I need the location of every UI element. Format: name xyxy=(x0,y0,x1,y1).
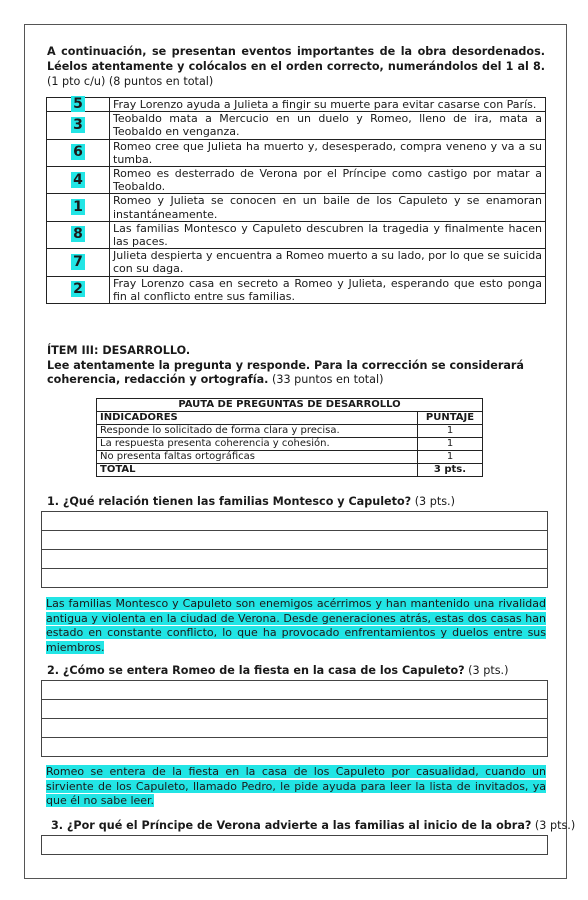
event-text: Romeo y Julieta se conocen en un baile de los Capuleto y se enamoran instantáneamente. xyxy=(110,194,546,221)
question-2 xyxy=(47,664,508,677)
order-cell[interactable] xyxy=(47,276,110,303)
instructions-points: (1 pto c/u) (8 puntos en total) xyxy=(47,75,214,88)
section-instructions-bold: Lee atentamente la pregunta y responde. Para la corrección se considerará coherencia, redacción y ortografía. xyxy=(47,358,524,386)
answer-text: Las familias Montesco y Capuleto son enemigos acérrimos y han mantenido una rivalidad antigua y violenta en la ciudad de Verona. Desde generaciones atrás, estas dos casas han estado en constante conflicto, lo que ha provocado enfrentamientos y duelos entre sus miembros. xyxy=(46,597,546,654)
question-3 xyxy=(51,819,575,832)
question-points: (3 pts.) xyxy=(531,819,576,832)
event-text: Fray Lorenzo casa en secreto a Romeo y Julieta, esperando que esto ponga fin al conflicto entre sus familias. xyxy=(110,276,546,303)
order-number: 5 xyxy=(73,96,83,112)
rubric-points: 1 xyxy=(418,438,483,451)
table-row xyxy=(47,139,546,166)
section-instructions-points: (33 puntos en total) xyxy=(268,373,384,386)
order-cell[interactable] xyxy=(47,98,110,112)
order-number: 4 xyxy=(73,171,83,188)
answer-lines-1[interactable] xyxy=(41,512,548,588)
table-row xyxy=(47,221,546,248)
table-row xyxy=(47,167,546,194)
rubric-points: 1 xyxy=(418,425,483,438)
event-text: Teobaldo mata a Mercucio en un duelo y Romeo, lleno de ira, mata a Teobaldo en venganza. xyxy=(110,112,546,139)
instructions xyxy=(47,44,545,89)
question-points: (3 pts.) xyxy=(411,495,455,508)
table-row xyxy=(47,276,546,303)
answer-2 xyxy=(46,765,546,809)
event-text: Julieta despierta y encuentra a Romeo muerto a su lado, por lo que se suicida con su daga. xyxy=(110,249,546,276)
event-text: Las familias Montesco y Capuleto descubren la tragedia y finalmente hacen las paces. xyxy=(110,221,546,248)
answer-line[interactable] xyxy=(41,699,548,719)
section-title: ÍTEM III: DESARROLLO. xyxy=(47,344,191,357)
event-text: Romeo es desterrado de Verona por el Príncipe como castigo por matar a Teobaldo. xyxy=(110,167,546,194)
rubric-indicator: No presenta faltas ortográficas xyxy=(97,451,418,464)
section-instructions xyxy=(47,359,547,388)
rubric-col-indicators: INDICADORES xyxy=(97,412,418,425)
order-cell[interactable] xyxy=(47,249,110,276)
section-item3 xyxy=(47,344,547,388)
question-text: 1. ¿Qué relación tienen las familias Montesco y Capuleto? xyxy=(47,495,412,508)
answer-line[interactable] xyxy=(41,680,548,700)
order-number: 3 xyxy=(73,116,83,133)
order-cell[interactable] xyxy=(47,139,110,166)
rubric-table xyxy=(96,398,483,477)
order-number: 7 xyxy=(73,253,83,270)
question-1 xyxy=(47,495,455,508)
question-text: 3. ¿Por qué el Príncipe de Verona advierte a las familias al inicio de la obra? xyxy=(51,819,532,832)
rubric-total-points: 3 pts. xyxy=(418,464,483,477)
answer-line[interactable] xyxy=(41,511,548,531)
order-cell[interactable] xyxy=(47,221,110,248)
order-cell[interactable] xyxy=(47,112,110,139)
answer-line[interactable] xyxy=(41,718,548,738)
table-row xyxy=(47,249,546,276)
answer-1 xyxy=(46,597,546,655)
order-number: 8 xyxy=(73,226,83,243)
event-text: Romeo cree que Julieta ha muerto y, desesperado, compra veneno y va a su tumba. xyxy=(110,139,546,166)
rubric-col-points: PUNTAJE xyxy=(418,412,483,425)
answer-line[interactable] xyxy=(41,568,548,588)
order-cell[interactable] xyxy=(47,194,110,221)
order-number: 2 xyxy=(73,281,83,298)
question-text: 2. ¿Cómo se entera Romeo de la fiesta en la casa de los Capuleto? xyxy=(47,664,465,677)
order-number: 1 xyxy=(73,199,83,216)
rubric-indicator: La respuesta presenta coherencia y cohesión. xyxy=(97,438,418,451)
events-table xyxy=(46,97,546,304)
answer-lines-2[interactable] xyxy=(41,681,548,757)
rubric-indicator: Responde lo solicitado de forma clara y precisa. xyxy=(97,425,418,438)
rubric-title: PAUTA DE PREGUNTAS DE DESARROLLO xyxy=(97,399,483,412)
order-cell[interactable] xyxy=(47,167,110,194)
rubric-total-label: TOTAL xyxy=(97,464,418,477)
answer-text: Romeo se entera de la fiesta en la casa de los Capuleto por casualidad, cuando un sirviente de los Capuleto, llamado Pedro, le pide ayuda para leer la lista de invitados, ya que él no sabe leer. xyxy=(46,765,546,807)
instructions-bold: A continuación, se presentan eventos importantes de la obra desordenados. Léelos atentamente y colócalos en el orden correcto, numerándolos del 1 al 8. xyxy=(47,45,545,73)
question-points: (3 pts.) xyxy=(464,664,509,677)
answer-line[interactable] xyxy=(41,549,548,569)
event-text: Fray Lorenzo ayuda a Julieta a fingir su muerte para evitar casarse con París. xyxy=(110,98,546,112)
table-row xyxy=(47,98,546,112)
table-row xyxy=(47,194,546,221)
table-row xyxy=(47,112,546,139)
answer-line[interactable] xyxy=(41,737,548,757)
order-number: 6 xyxy=(73,144,83,161)
answer-line[interactable] xyxy=(41,835,548,855)
answer-line[interactable] xyxy=(41,530,548,550)
answer-lines-3[interactable] xyxy=(41,836,548,855)
rubric-points: 1 xyxy=(418,451,483,464)
